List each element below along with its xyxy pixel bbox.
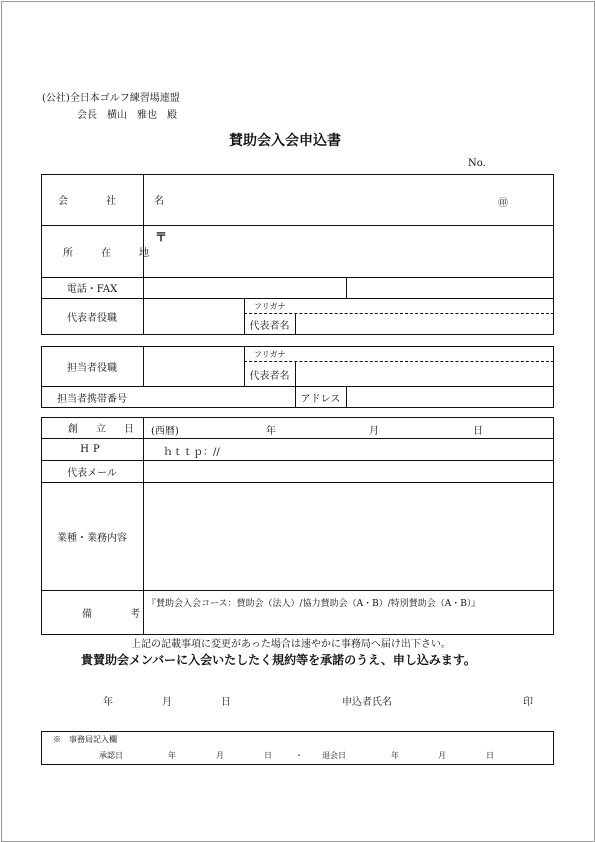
sign-year-label: 年 bbox=[103, 697, 113, 708]
agreement-statement: 貴賛助会メンバーに入会いたしたく規約等を承諾のうえ、申し込みます。 bbox=[81, 653, 476, 667]
year-label: 年 bbox=[266, 426, 276, 437]
era-label: (西暦) bbox=[151, 426, 179, 437]
mobile-label: 担当者携帯番号 bbox=[57, 393, 127, 405]
approval-month-label: 月 bbox=[216, 751, 224, 760]
divider bbox=[346, 277, 347, 298]
rep-mail-label: 代表メール bbox=[67, 467, 117, 479]
phone-fax-label: 電話・FAX bbox=[66, 284, 118, 295]
separator-dot: ・ bbox=[295, 751, 303, 760]
notice-line: 上記の記載事項に変更があった場合は速やかに事務局へ届け出下さい。 bbox=[131, 639, 451, 650]
approval-year-label: 年 bbox=[168, 751, 176, 760]
seal-mark: ㊞ bbox=[498, 198, 508, 209]
organization-line: (公社)全日本ゴルフ練習場連盟 bbox=[42, 93, 180, 104]
sign-seal-mark: 印 bbox=[523, 697, 533, 708]
addressee: 会長 横山 雅也 殿 bbox=[77, 110, 177, 121]
hp-label: HP bbox=[80, 443, 104, 455]
business-label: 業種・業務内容 bbox=[57, 532, 127, 544]
applicant-name-label: 申込者氏名 bbox=[342, 697, 392, 708]
month-label: 月 bbox=[369, 426, 379, 437]
furigana-label: フリガナ bbox=[254, 302, 286, 311]
sign-day-label: 日 bbox=[221, 697, 231, 708]
email-address-label: アドレス bbox=[300, 393, 341, 405]
page-title: 賛助会入会申込書 bbox=[229, 133, 341, 149]
divider bbox=[143, 346, 144, 386]
postal-mark: 〒 bbox=[155, 230, 168, 244]
divider bbox=[346, 386, 347, 408]
sign-month-label: 月 bbox=[162, 697, 172, 708]
withdraw-year-label: 年 bbox=[391, 751, 399, 760]
company-name-label: 会社名 bbox=[58, 196, 202, 207]
furigana-label: フリガナ bbox=[254, 350, 286, 359]
day-label: 日 bbox=[473, 426, 483, 437]
rep-position-label: 代表者役職 bbox=[67, 313, 117, 324]
http-prefix: ｈｔｔｐ：// bbox=[163, 447, 220, 458]
withdraw-date-label: 退会日 bbox=[322, 751, 346, 760]
person-position-label: 担当者役職 bbox=[67, 362, 117, 374]
rep-name-label: 代表者名 bbox=[249, 321, 290, 332]
approval-date-label: 承認日 bbox=[99, 751, 123, 760]
founded-label: 創立日 bbox=[68, 424, 152, 435]
withdraw-day-label: 日 bbox=[486, 751, 494, 760]
remarks-text: 『賛助会入会コース：賛助会（法人）/協力賛助会（A・B）/特別賛助会（A・B）』 bbox=[147, 599, 481, 609]
withdraw-month-label: 月 bbox=[438, 751, 446, 760]
address-label: 所在地 bbox=[63, 247, 177, 259]
approval-day-label: 日 bbox=[264, 751, 272, 760]
number-label: No. bbox=[468, 158, 486, 169]
divider bbox=[295, 313, 296, 335]
remarks-label: 備考 bbox=[82, 609, 178, 620]
office-use-title: ※ 事務局記入欄 bbox=[53, 735, 117, 744]
rep-name-label: 代表者名 bbox=[249, 370, 290, 382]
